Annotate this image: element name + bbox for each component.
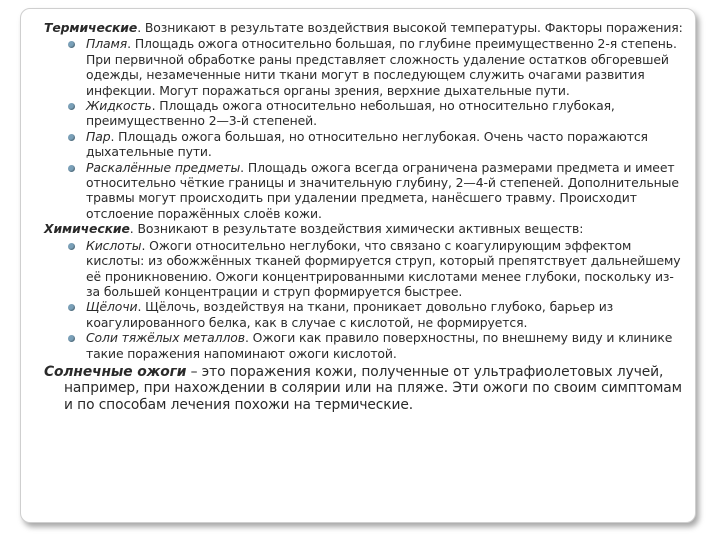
solar-text: – это поражения кожи, полученные от ультрафиолетовых лучей, например, при нахождении в солярии или на пляже. Эти ожоги по своим симптомам и по способам лечения похожи на термические. xyxy=(64,363,682,413)
factor-text: . Ожоги как правило поверхностны, по внешнему виду и клинике такие поражения напоминают ожоги кислотой. xyxy=(86,330,673,361)
bullet-icon xyxy=(68,103,75,110)
factor-term: Щёлочи xyxy=(86,299,138,315)
chemical-heading-paragraph xyxy=(44,221,684,236)
list-item xyxy=(44,129,684,160)
list-item xyxy=(44,98,684,129)
thermal-factors-list xyxy=(44,36,684,221)
factor-text: . Площадь ожога большая, но относительно неглубокая. Очень часто поражаются дыхательные пути. xyxy=(86,128,648,160)
factor-text: . Ожоги относительно неглубоки, что связано с коагулирующим эффектом кислоты: из обожжённых тканей формируется струп, который препятствует дальнейшему её проникновению. Ожоги концентрированными кислотами менее глубоки, поскольку из-за большей концентрации и струп формируется быстрее. xyxy=(86,237,681,299)
factor-term: Раскалённые предметы xyxy=(86,159,241,175)
list-item xyxy=(44,36,684,98)
slide-content xyxy=(44,20,684,414)
bullet-icon xyxy=(68,134,75,141)
bullet-icon xyxy=(68,165,75,172)
thermal-heading-paragraph xyxy=(44,20,684,35)
list-item xyxy=(44,299,684,330)
thermal-intro: . Возникают в результате воздействия высокой температуры. Факторы поражения: xyxy=(137,20,683,35)
chemical-intro: . Возникают в результате воздействия химически активных веществ: xyxy=(129,221,584,237)
factor-term: Пламя xyxy=(86,36,128,52)
bullet-icon xyxy=(68,335,75,342)
list-item xyxy=(44,330,684,361)
factor-term: Пар xyxy=(86,128,111,144)
solar-heading: Солнечные ожоги xyxy=(44,363,187,380)
list-item xyxy=(44,160,684,222)
factor-text: . Площадь ожога относительно небольшая, но относительно глубокая, преимущественно 2—3-й степеней. xyxy=(86,98,615,129)
chemical-factors-list xyxy=(44,238,684,361)
factor-term: Жидкость xyxy=(86,98,152,114)
factor-text: . Площадь ожога всегда ограничена размерами предмета и имеет относительно чёткие границы и значительную глубину, 2—4-й степеней. Дополнительные травмы могут происходить при удалении предмета, нанёсшего травму. Происходит отслоение поражённых слоёв кожи. xyxy=(86,159,679,221)
bullet-icon xyxy=(68,243,75,250)
bullet-icon xyxy=(68,41,75,48)
bullet-icon xyxy=(68,304,75,311)
chemical-heading: Химические xyxy=(44,221,130,237)
list-item xyxy=(44,238,684,300)
factor-text: . Площадь ожога относительно большая, по глубине преимущественно 2-я степень. При первичной обработке раны представляет сложность удаление остатков обгоревшей одежды, незамеченные нити ткани могут в последующем служить очагами развития инфекции. Могут поражаться органы зрения, верхние дыхательные пути. xyxy=(86,36,677,98)
factor-text: . Щёлочь, воздействуя на ткани, проникает довольно глубоко, барьер из коагулированного белка, как в случае с кислотой, не формируется. xyxy=(86,299,614,330)
thermal-heading: Термические xyxy=(44,20,138,35)
factor-term: Кислоты xyxy=(86,237,142,253)
solar-paragraph xyxy=(44,364,684,413)
factor-term: Соли тяжёлых металлов xyxy=(86,330,245,346)
